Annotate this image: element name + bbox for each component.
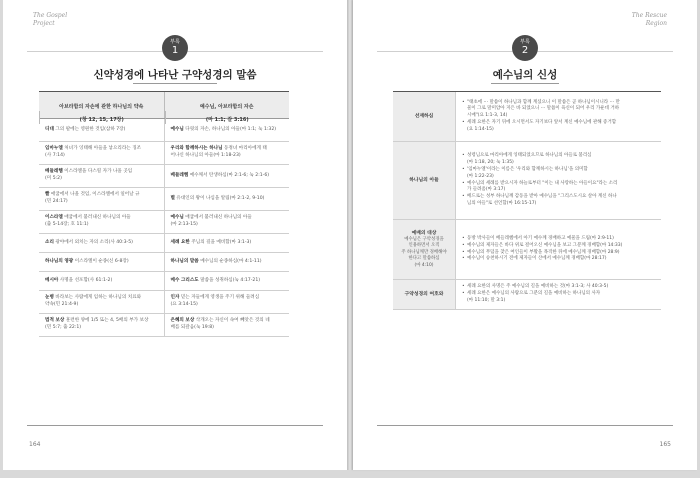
label-line: 선재하심 [414,114,434,119]
header-line: 예수님, 아브라함의 자손 [199,104,254,110]
badge-number: 1 [171,45,179,56]
cell-text: 바라보는 사람에게 임하는 하나님의 치료와 [55,295,142,301]
label-sub-line: (마 4:10) [414,262,434,268]
cell-line [45,318,158,325]
cell-line [45,199,158,206]
item-line: • 세례 요한은 예수님의 사람으로 그분의 길을 예비하는 하나님의 사자 [467,291,601,297]
cell-text: 예수님의 순종하심(마 4:1-11) [200,258,262,264]
promise-cell [39,234,164,252]
bullet-item [462,167,655,181]
cell-heading: 베들레헴 [170,172,189,178]
fulfillment-cell [164,272,290,290]
bullet-item [462,236,655,243]
row-label [393,220,455,279]
cell-text: 애굽에서 나올 것임, 이스라엘에서 일어날 규 [50,192,140,198]
cell-text: (민 24:17) [45,199,68,204]
cell-text: 삭개오는 자신이 속여 빼앗은 것의 네 [195,318,270,324]
promise-cell [39,142,164,164]
cell-heading: 예수님 [170,126,184,132]
item-line: 가 들려옴(마 3:17) [467,187,506,193]
bullet-item [462,120,655,134]
cell-text: 다윗의 자손, 하나님의 아들(마 1:1; 눅 1:32) [185,126,277,132]
item-line: 물이 그로 말미암아 지은 바 되었으니 ⋯ 말씀이 육신이 되어 우리 가운데 거하 [467,106,620,112]
promise-cell [39,291,164,313]
cell-line [171,302,284,309]
badge-number: 2 [521,45,529,56]
cell-heading: 법적 보상 [45,318,65,324]
row-label [393,92,455,141]
bullet-item [462,153,655,167]
bullet-item [462,243,655,250]
cell-text: 배를 되갚음(눅 19:8) [170,325,214,330]
table-row [39,211,289,234]
header-line: (마 1:1; 갈 3:16) [165,111,290,124]
item-line: (마 1:18, 20; 눅 1:35) [467,160,514,166]
cell-heading: 메수 그리스도 [170,277,199,283]
label-sub-line: 한다고 말씀하심 [408,256,440,262]
badge-label: 부록 [520,39,530,45]
fulfillment-cell [164,314,290,336]
item-line: 님의 아들"로 선언함(마 16:15-17) [467,200,537,206]
cell-heading: 빨 [45,192,50,198]
label-line: 예배의 대상 [411,230,437,236]
label-sub-line: 예수님은 구약성경을 [404,236,444,242]
fulfillment-cell [164,253,290,271]
cell-text: 이스라엘이 순종(신 6-8장) [74,258,129,264]
item-line: • 베드로는 성부 하나님께 감동을 받아 예수님을 "그리스도시요 살아 계신 하나 [467,194,617,200]
row-content [455,280,661,309]
table-row [39,314,289,337]
cell-heading: 인자 [170,295,180,301]
item-line: • 세례 요한의 사명은 주 예수님의 길을 예비하는 것(마 3:1-3; 사 40:3-5) [467,284,609,290]
cell-line [171,295,284,302]
item-line: • "태초에 ⋯ 말씀이 하나님과 함께 계셨으니 이 말씀은 곧 하나님이시니라 ⋯ 만 [467,99,620,105]
cell-line [45,127,158,134]
right-page [353,0,697,470]
cell-text: 주님의 길을 예비함(마 3:1-3) [191,239,252,245]
bullet-item [462,181,655,195]
cell-text: 이스라엘을 다스릴 자가 나올 곳임 [64,169,133,175]
cell-text: (사 7:14) [45,153,65,158]
row-content [455,142,661,219]
table-row [39,272,289,291]
cell-text: 유대인의 왕이 나심을 알림(마 2:1-2, 9-10) [176,195,265,201]
running-head-line: Project [33,20,55,27]
cell-heading: 하나님의 말씀 [170,258,199,264]
cell-text: 광야에서 외치는 자의 소리(사 40:3-5) [55,239,133,245]
bullet-item [462,291,655,305]
appendix-badge [512,35,538,61]
row-label [393,280,455,309]
fulfillment-cell [164,211,290,233]
table-row [393,220,661,280]
table-row [39,234,289,253]
cell-line [171,215,284,222]
fulfillment-cell [164,234,290,252]
table-row [39,142,289,165]
cell-text: 훈련한 양에 1/5 또는 4, 5배의 부가 보상 [65,318,149,324]
cell-text: (출 5-14장; 호 11:1) [45,222,89,227]
table-header [39,92,289,123]
promise-cell [39,165,164,187]
cell-line [171,146,284,153]
cell-line [171,127,284,134]
cell-text: 약속(민 21:4-9) [45,302,79,307]
bullet-item [462,100,655,120]
cell-line [45,278,158,285]
table-row [393,280,661,310]
cell-line [171,173,284,180]
cell-line [45,295,158,302]
label-line: 구약성경의 여호와 [404,292,444,297]
cell-line [45,259,158,266]
right-running-head [632,12,667,28]
label-sub-line: 인용하면서 오직 [408,243,440,249]
item-line: • 예수님의 무덤을 찾은 여인들이 부활을 목격한 뒤에 예수님께 경배함(마 28:9) [467,249,620,255]
cell-line [45,302,158,309]
cell-line [45,146,158,153]
item-line: • 예수님이 승천하시기 전에 제자들이 산에서 예수님께 경배함(마 28:17) [467,256,607,262]
cell-text: 애굽에서 불러내신 하나님의 아들 [64,215,131,221]
cell-text: 사명을 선포함(사 61:1-2) [59,277,113,283]
footer-rule [377,425,673,426]
label-sub-line: 주 하나님께만 경배해야 [401,249,447,255]
cell-text: (미 5:2) [45,176,62,181]
cell-heading: 베들레헴 [45,169,63,175]
fulfillment-cell [164,142,290,164]
cell-heading: 눈병 [45,295,54,301]
badge-label: 부록 [170,39,180,45]
cell-line [45,222,158,229]
appendix-badge [162,35,188,61]
cell-heading: 별 [170,195,175,201]
fulfillment-cell [164,188,290,210]
cell-text: 믿는 자들에게 영생을 주기 위해 들려심 [180,295,260,301]
promise-cell [39,211,164,233]
cell-heading: 임마누엘 [45,146,63,152]
cell-line [171,196,284,203]
row-content [455,220,661,279]
cell-line [171,259,284,266]
cell-line [171,153,284,160]
comparison-table [39,91,289,337]
header-line: (창 12, 15, 17장) [39,111,164,124]
cell-line [171,222,284,229]
item-line: • 세례 요한은 자기 뒤에 오시면서도 자기보다 앞서 계신 예수님에 관해 증거함 [467,119,617,125]
fulfillment-cell [164,165,290,187]
promise-cell [39,272,164,290]
cell-text: 동정녀 마리아에게 태 [223,146,267,152]
cell-heading: 은혜의 보상 [170,318,195,324]
cell-heading: 메시아 [45,277,59,283]
cell-text: 말씀을 성취하심(눅 4:17-21) [200,277,261,283]
table-row [39,119,289,142]
divinity-table [393,91,661,310]
page-title: 신약성경에 나타난 구약성경의 말씀 [93,69,257,81]
title-underline [133,83,217,84]
table-row [39,188,289,211]
left-page [3,0,347,470]
item-line: (마 1:22-23) [467,173,494,179]
cell-line [45,192,158,199]
page-number: 165 [659,441,671,448]
row-label [393,142,455,219]
cell-line [45,153,158,160]
title-underline [491,83,559,84]
item-line: 시매"(요 1:1-3, 14) [467,113,508,119]
cell-text: 어나신 하나님의 아들(마 1:18-23) [170,153,241,158]
running-head-line: The Gospel [33,12,68,19]
cell-line [171,240,284,247]
left-running-head [33,12,67,28]
cell-heading: 세례 요한 [170,239,190,245]
cell-text: 예수께서 탄생하심(마 2:1-6; 눅 2:1-6) [189,172,270,178]
header-line: 아브라함의 자손에 관한 하나님의 약속 [59,104,144,110]
cell-heading: 하나님의 영광 [45,258,74,264]
running-head-line: Region [645,20,667,27]
table-row [39,165,289,188]
bullet-item [462,256,655,263]
item-line: • 예수님의 제자들은 바다 위로 걸어오신 예수님을 보고 그분께 경배함(마 14:33) [467,242,623,248]
table-row [39,253,289,272]
promise-cell [39,314,164,336]
cell-line [45,169,158,176]
cell-text: 처녀가 잉태해 아들을 낳으리라는 징조 [64,146,142,152]
promise-cell [39,253,164,271]
cell-line [171,278,284,285]
fulfillment-cell [164,119,290,141]
promise-cell [39,119,164,141]
label-line: 하나님의 아들 [409,178,439,183]
row-content [455,92,661,141]
cell-text: 그의 팔에는 영원한 것임(삼하 7장) [55,126,126,132]
cell-text: (요 3:14-15) [170,302,198,307]
running-head-line: The Rescue [631,12,667,19]
table-row [393,92,661,142]
cell-heading: 이스라엘 [45,215,63,221]
cell-line [171,318,284,325]
promise-cell [39,188,164,210]
item-line: • 동방 박사들이 베들레헴에서 아기 예수께 경배하고 예물을 드림(마 2:9-11) [467,235,614,241]
cell-line [45,215,158,222]
header-cell-left [39,92,164,123]
item-line: (마 11:10; 말 3:1) [467,297,506,303]
header-cell-right [164,92,290,123]
cell-line [45,176,158,183]
footer-rule [27,425,323,426]
page-title: 예수님의 신성 [492,69,558,81]
bullet-item [462,194,655,208]
fulfillment-cell [164,291,290,313]
cell-line [171,325,284,332]
cell-text: 애굽에서 불러내신 하나님의 아들 [185,215,252,221]
cell-text: (마 2:13-15) [170,222,198,227]
cell-heading: 디대 [45,126,54,132]
item-line: • '임마누엘'이라는 이름은 '우리와 함께하시는 하나님'을 의미함 [467,166,588,172]
item-line: • 성령님으로 마리아에게 잉태되었으므로 하나님의 아들로 불리심 [467,153,592,159]
cell-line [45,325,158,332]
table-row [393,142,661,220]
page-number: 164 [29,441,41,448]
table-row [39,291,289,314]
cell-text: (민 5:7; 출 22:1) [45,325,82,330]
item-line: • 예수님의 세례를 받으시자 하늘로부터 "이는 내 사랑하는 아들이요"라는 소리 [467,180,618,186]
item-line: (요 1:14-15) [467,126,494,132]
cell-heading: 우리와 함께하시는 하나님 [170,146,223,152]
cell-heading: 예수님 [170,215,184,221]
cell-heading: 소리 [45,239,54,245]
cell-line [45,240,158,247]
